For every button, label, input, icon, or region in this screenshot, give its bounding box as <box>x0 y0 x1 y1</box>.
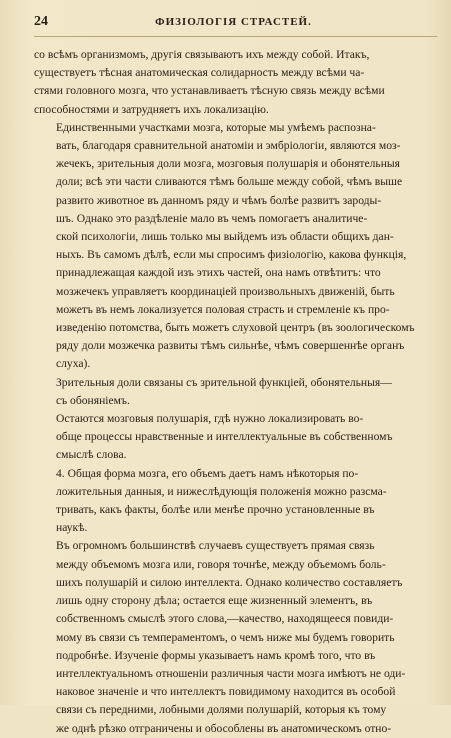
text-line: развито животное въ данномъ ряду и чѣмъ болѣе развитъ зароды- <box>56 193 382 207</box>
text-line: Единственными участками мозга, которые мы умѣемъ распозна- <box>56 120 376 134</box>
text-line: Остаются мозговыя полушарія, гдѣ нужно локализировать во- <box>56 412 364 426</box>
text-line: ряду доли мозжечка развиты тѣмъ сильнѣе, чѣмъ совершеннѣе органъ <box>56 339 405 353</box>
paragraph <box>34 410 437 465</box>
text-line: существуетъ тѣсная анатомическая солидарность между всѣми ча- <box>34 66 365 80</box>
text-line: 4. Общая форма мозга, его объемъ даетъ намъ нѣкоторыя по- <box>56 466 359 480</box>
text-line: смыслѣ слова. <box>56 448 127 462</box>
text-line: способностями и затрудняетъ ихъ локализацію. <box>34 102 269 116</box>
text-line: шъ. Однако это раздѣленіе мало въ чемъ помогаетъ аналитиче- <box>56 211 368 225</box>
text-line: Въ огромномъ большинствѣ случаевъ существуетъ прямая связь <box>56 539 375 553</box>
text-line: интеллектуальномъ отношеніи различныя части мозга имѣютъ не оди- <box>56 666 406 680</box>
text-line: наковое значеніе и что интеллектъ повидимому находится въ особой <box>56 685 396 699</box>
text-line: лишь одну сторону дѣла; остается еще жизненный элементъ, въ <box>56 594 373 608</box>
text-line: тривать, какъ факты, болѣе или менѣе прочно установленные въ <box>56 503 375 517</box>
text-line: же однѣ рѣзко отграничены и обособлены въ анатомическомъ отно- <box>56 721 392 735</box>
paragraph <box>34 537 437 737</box>
paragraph <box>34 465 437 538</box>
text-line: связи съ передними, лобными долями полушарій, которыя къ тому <box>56 703 387 717</box>
paragraph <box>34 374 437 410</box>
paragraph <box>34 46 437 119</box>
text-line: изведенію потомства, быть можетъ слуховой центръ (въ зоологическомъ <box>56 321 415 335</box>
text-line: ложительныя данныя, и нижеслѣдующія положенія можно разсма- <box>56 484 387 498</box>
text-line: подробнѣе. Изученіе формы указываетъ намъ кромѣ того, что въ <box>56 648 376 662</box>
page-number: 24 <box>34 14 48 29</box>
text-line: можетъ въ немъ локализуется половая страсть и стремленіе къ про- <box>56 302 390 316</box>
text-line: доли; всѣ эти части сливаются тѣмъ больше между собой, чѣмъ выше <box>56 175 403 189</box>
text-line: мозжечекъ управляетъ координаціей произвольныхъ движеній, быть <box>56 284 395 298</box>
running-title: ФИЗІОЛОГІЯ СТРАСТЕЙ. <box>155 16 312 28</box>
text-line: жечекъ, зрительныя доли мозга, мозговыя полушарія и обонятельныя <box>56 157 401 171</box>
text-line: принадлежащая каждой изъ этихъ частей, она намъ отвѣтитъ: что <box>56 266 381 280</box>
text-line: собственномъ смыслѣ этого слова,—качество, находящееся повиди- <box>56 612 394 626</box>
text-line: шихъ полушарій и силою интеллекта. Однако количество составляетъ <box>56 575 403 589</box>
page-header <box>34 14 437 37</box>
text-line: Зрительныя доли связаны съ зрительной функціей, обонятельныя— <box>56 375 392 389</box>
text-line: наукѣ. <box>56 521 88 535</box>
paragraph <box>34 119 437 374</box>
text-line: между объемомъ мозга или, говоря точнѣе, между объемомъ боль- <box>56 557 386 571</box>
text-line: обще процессы нравственные и интеллектуальные въ собственномъ <box>56 430 393 444</box>
body-text <box>34 46 437 738</box>
text-line: со всѣмъ организмомъ, другія связываютъ ихъ между собой. Итакъ, <box>34 48 370 61</box>
text-line: ныхъ. Въ самомъ дѣлѣ, если мы спросимъ физіологію, какова функція, <box>56 248 407 262</box>
text-line: мому въ связи съ темпераментомъ, о чемъ ниже мы будемъ говорить <box>56 630 395 644</box>
text-line: съ обоняніемъ. <box>56 393 130 407</box>
text-line: ской психологіи, лишь только мы выйдемъ изъ области общихъ дан- <box>56 230 394 244</box>
text-line: стями головного мозга, что устанавливаетъ тѣсную связь между всѣми <box>34 84 385 98</box>
text-line: слуха). <box>56 357 91 371</box>
text-line: вать, благодаря сравнительной анатоміи и эмбріологіи, являются моз- <box>56 139 401 153</box>
